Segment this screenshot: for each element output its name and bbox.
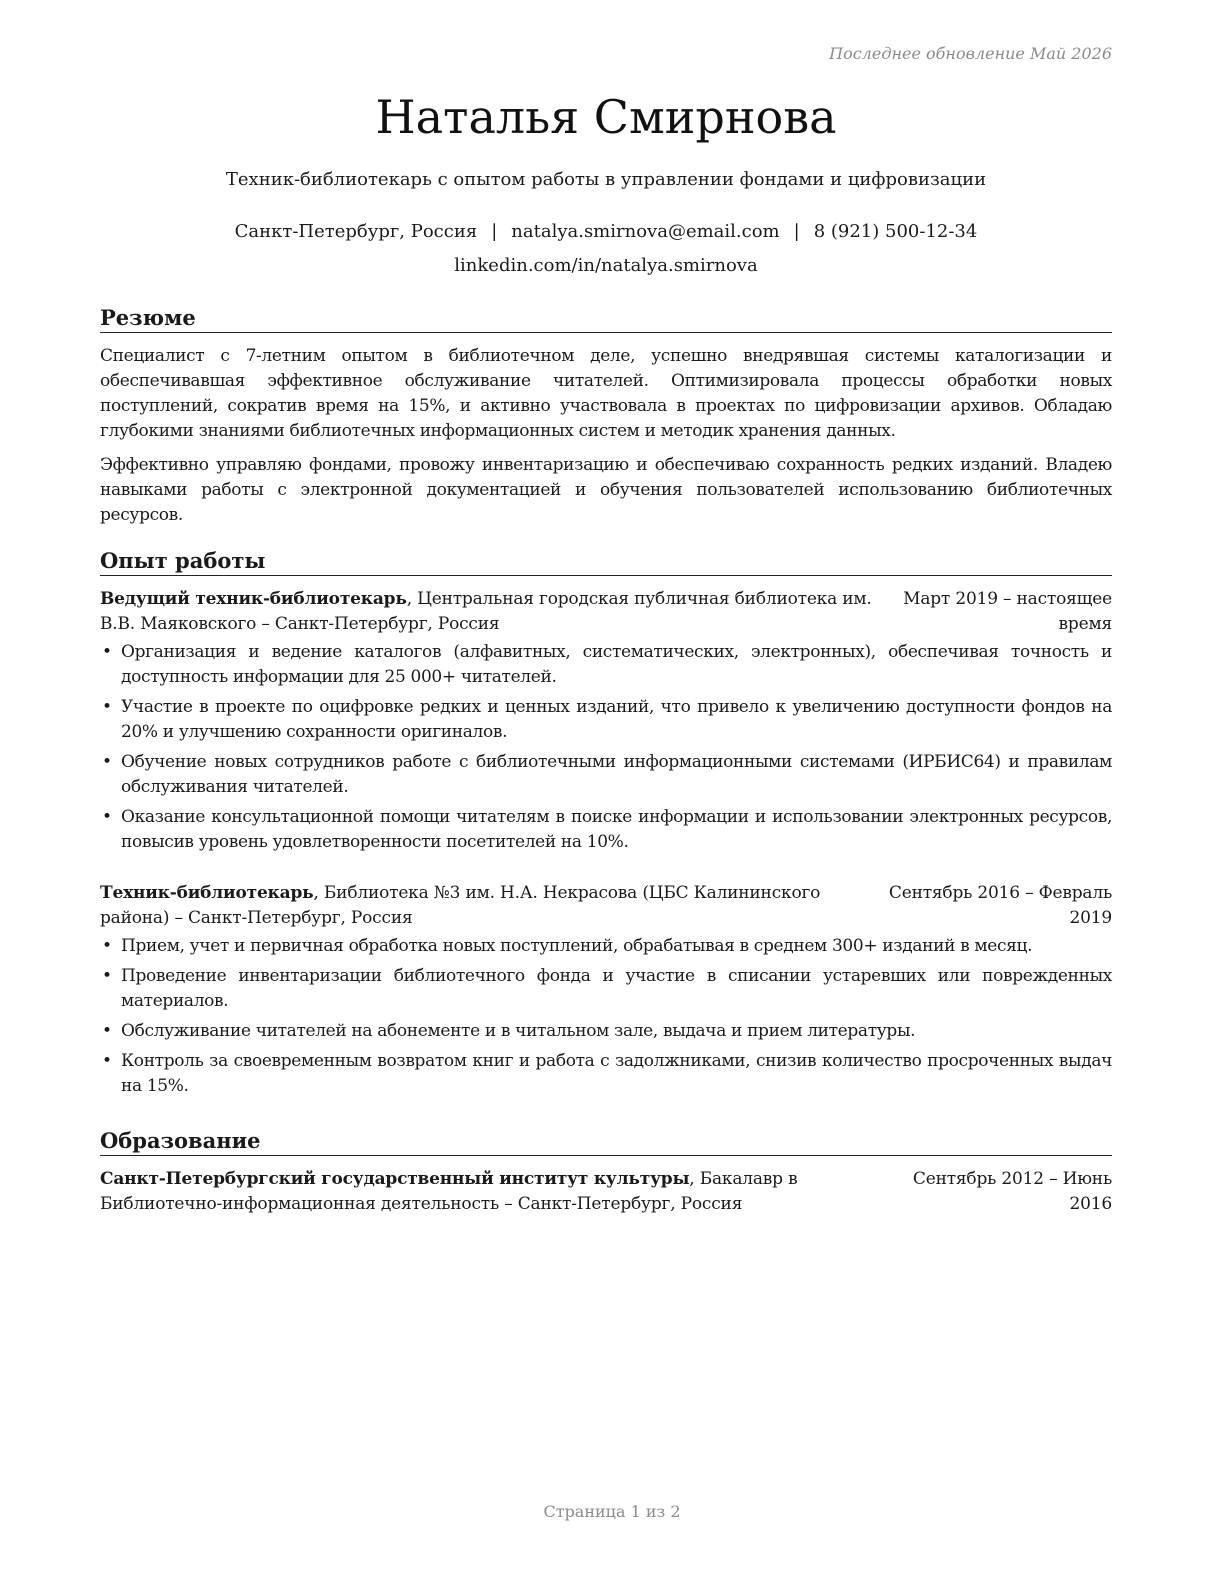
summary-paragraph: Специалист с 7-летним опытом в библиотечном деле, успешно внедрявшая системы каталогизации и обеспечивавшая эффективное обслуживание читателей. Оптимизировала процессы обработки новых поступлений, сократив время на 15%, и активно участвовала в проектах по цифровизации архивов. Обладаю глубокими знаниями библиотечных информационных систем и методик хранения данных. <box>100 346 1112 441</box>
list-item: • Участие в проекте по оцифровке редких и ценных изданий, что привело к увеличению доступности фондов на 20% и улучшению сохранности оригиналов. <box>102 697 1112 742</box>
job-header <box>100 587 1112 637</box>
contact-line <box>100 220 1112 244</box>
summary-section <box>100 305 1112 537</box>
job-dates: Март 2019 – настоящее время <box>903 589 1112 634</box>
job-position: Техник-библиотекарь <box>100 883 314 903</box>
education-institution: Санкт-Петербургский государственный институт культуры <box>100 1169 690 1189</box>
education-section <box>100 1128 1112 1220</box>
list-item: • Проведение инвентаризации библиотечного фонда и участие в списании устаревших или поврежденных материалов. <box>102 966 1112 1011</box>
contact-email[interactable]: natalya.smirnova@email.com <box>511 221 780 242</box>
education-details: , Бакалавр в Библиотечно-информационная деятельность – Санкт-Петербург, Россия <box>100 1169 798 1214</box>
section-title: Образование <box>100 1128 1112 1156</box>
contact-phone: 8 (921) 500-12-34 <box>813 221 978 242</box>
list-item: • Контроль за своевременным возвратом книг и работа с задолжниками, снизив количество просроченных выдач на 15%. <box>102 1051 1112 1096</box>
summary-paragraph: Эффективно управляю фондами, провожу инвентаризацию и обеспечиваю сохранность редких изданий. Владею навыками работы с электронной документацией и обучения пользователей использованию библиотечных ресурсов. <box>100 455 1112 525</box>
section-title: Резюме <box>100 305 1112 333</box>
section-title: Опыт работы <box>100 548 1112 576</box>
candidate-subtitle: Техник-библиотекарь с опытом работы в управлении фондами и цифровизации <box>225 169 987 190</box>
contact-separator: | <box>793 221 800 242</box>
contact-linkedin[interactable]: linkedin.com/in/natalya.smirnova <box>454 255 758 276</box>
education-dates: Сентябрь 2012 – Июнь 2016 <box>912 1169 1112 1214</box>
list-item: • Обслуживание читателей на абонементе и в читальном зале, выдача и прием литературы. <box>102 1021 916 1041</box>
list-item: • Организация и ведение каталогов (алфавитных, систематических, электронных), обеспечивая точность и доступность информации для 25 000+ читателей. <box>102 642 1112 687</box>
job-entry <box>100 587 1112 855</box>
job-bullets <box>100 640 1112 855</box>
experience-section <box>100 548 1112 1104</box>
list-item: • Оказание консультационной помощи читателям в поиске информации и использовании электронных ресурсов, повысив уровень удовлетворенности посетителей на 10%. <box>102 807 1112 852</box>
last-updated: Последнее обновление Май 2026 <box>829 44 1112 63</box>
education-entry <box>100 1167 1112 1217</box>
list-item: • Обучение новых сотрудников работе с библиотечными информационными системами (ИРБИС64) и правилам обслуживания читателей. <box>102 752 1112 797</box>
list-item: • Прием, учет и первичная обработка новых поступлений, обрабатывая в среднем 300+ изданий в месяц. <box>102 936 1033 956</box>
contact-separator: | <box>491 221 498 242</box>
job-header <box>100 881 1112 931</box>
page-number: Страница 1 из 2 <box>543 1502 681 1521</box>
job-bullets <box>100 934 1112 1099</box>
job-dates: Сентябрь 2016 – Февраль 2019 <box>888 883 1112 928</box>
job-position: Ведущий техник-библиотекарь <box>100 589 407 609</box>
job-organization: , Центральная городская публичная библиотека им. В.В. Маяковского – Санкт-Петербург, Россия <box>100 589 872 634</box>
job-entry <box>100 881 1112 1099</box>
job-organization: , Библиотека №3 им. Н.А. Некрасова (ЦБС Калининского района) – Санкт-Петербург, Россия <box>100 883 821 928</box>
candidate-name: Наталья Смирнова <box>375 90 837 144</box>
contact-location: Санкт-Петербург, Россия <box>234 221 478 242</box>
